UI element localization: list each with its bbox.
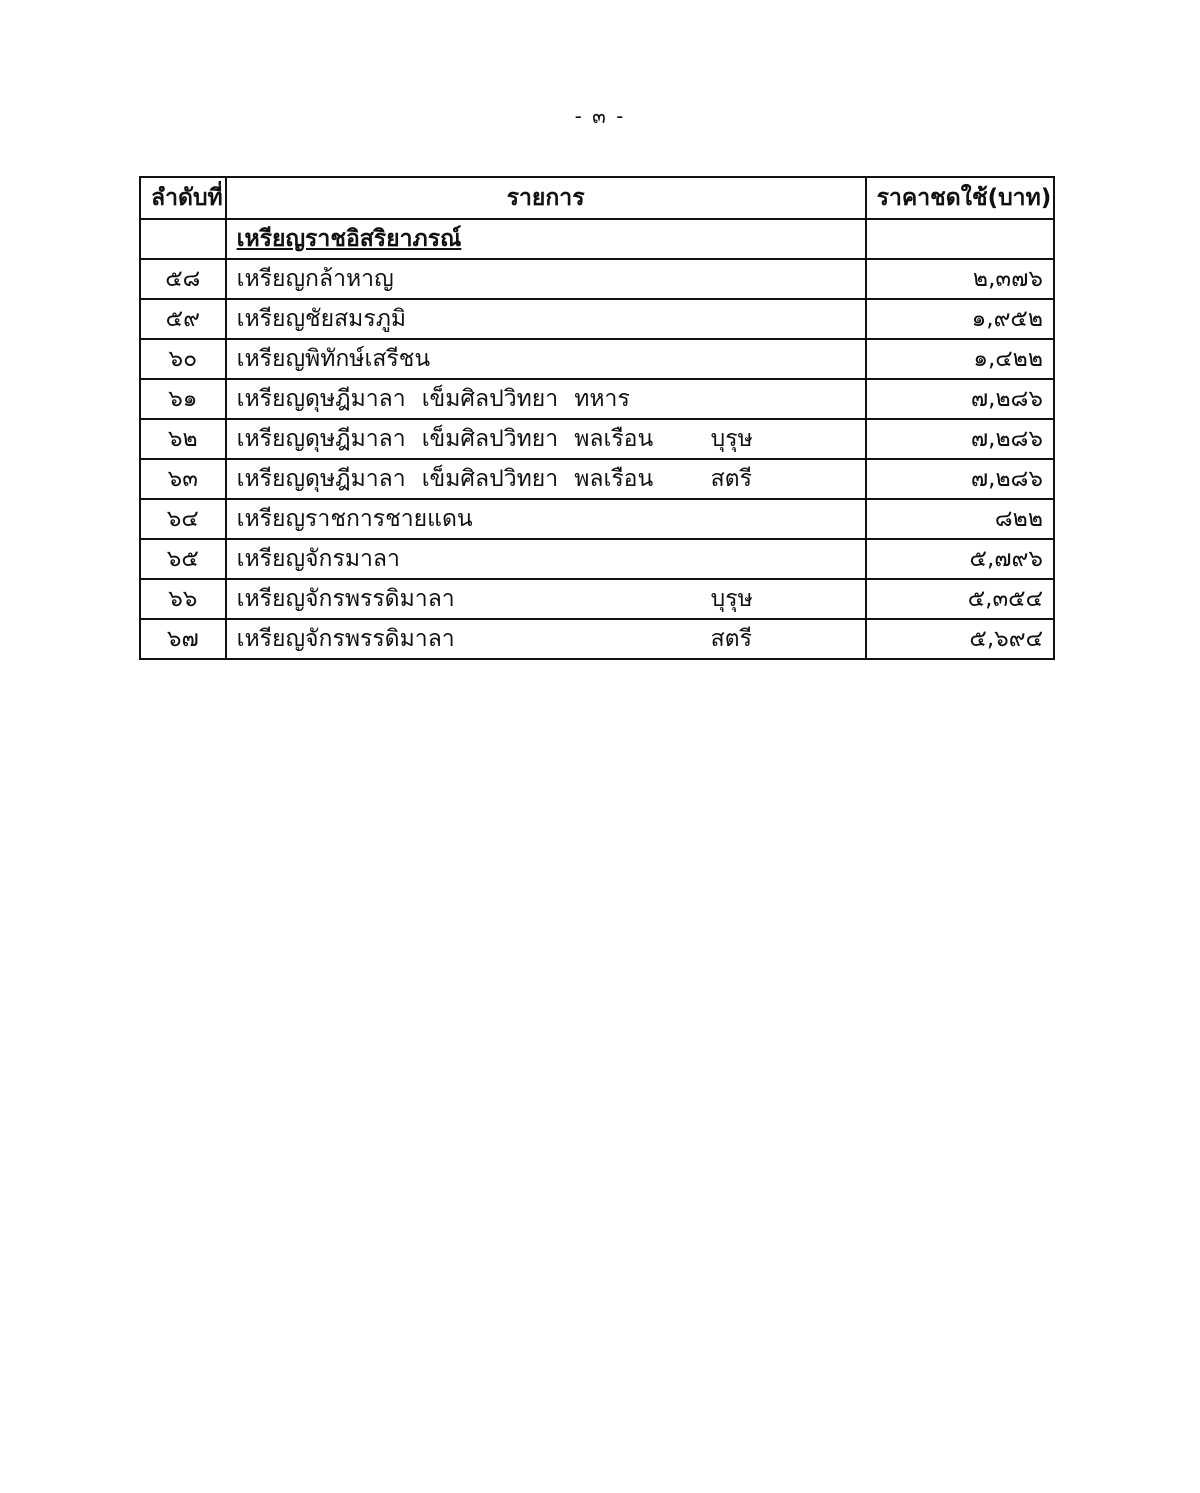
row-item xyxy=(226,339,866,379)
item-name: เหรียญพิทักษ์เสรีชน xyxy=(236,346,431,372)
row-price: ๑,๔๒๒ xyxy=(866,339,1054,379)
row-price: ๑,๙๕๒ xyxy=(866,299,1054,339)
header-price: ราคาชดใช้(บาท) xyxy=(866,177,1054,219)
row-item xyxy=(226,499,866,539)
item-type: ทหาร xyxy=(574,386,630,412)
item-gender: บุรุษ xyxy=(710,426,753,452)
item-name: เหรียญชัยสมรภูมิ xyxy=(236,306,407,332)
item-gender: บุรุษ xyxy=(710,586,753,612)
table-body xyxy=(140,219,1054,659)
section-no-cell xyxy=(140,219,226,259)
row-item xyxy=(226,579,866,619)
table-row xyxy=(140,539,1054,579)
row-price: ๗,๒๘๖ xyxy=(866,379,1054,419)
table-row xyxy=(140,339,1054,379)
table-row xyxy=(140,259,1054,299)
row-number: ๖๐ xyxy=(140,339,226,379)
row-price: ๕,๓๕๔ xyxy=(866,579,1054,619)
row-number: ๕๙ xyxy=(140,299,226,339)
row-item xyxy=(226,619,866,659)
item-name: เหรียญดุษฎีมาลา xyxy=(236,466,406,492)
row-item xyxy=(226,539,866,579)
header-no: ลำดับที่ xyxy=(140,177,226,219)
row-item xyxy=(226,259,866,299)
item-gender: สตรี xyxy=(710,466,752,492)
row-item xyxy=(226,299,866,339)
item-type: พลเรือน xyxy=(574,466,654,492)
row-number: ๖๖ xyxy=(140,579,226,619)
page-number: - ๓ - xyxy=(574,104,626,128)
row-number: ๖๒ xyxy=(140,419,226,459)
table-row xyxy=(140,379,1054,419)
item-name: เหรียญจักรมาลา xyxy=(236,546,400,572)
header-item: รายการ xyxy=(226,177,866,219)
table-row xyxy=(140,299,1054,339)
price-table xyxy=(139,176,1055,660)
row-number: ๖๑ xyxy=(140,379,226,419)
table-row xyxy=(140,419,1054,459)
row-price: ๘๒๒ xyxy=(866,499,1054,539)
table-header-row xyxy=(140,177,1054,219)
table-row xyxy=(140,459,1054,499)
row-price: ๗,๒๘๖ xyxy=(866,419,1054,459)
row-item xyxy=(226,379,866,419)
item-name: เหรียญราชการชายแดน xyxy=(236,506,473,532)
row-item xyxy=(226,459,866,499)
table-row xyxy=(140,619,1054,659)
row-item xyxy=(226,419,866,459)
item-subname: เข็มศิลปวิทยา xyxy=(421,386,559,412)
table-row xyxy=(140,499,1054,539)
item-name: เหรียญดุษฎีมาลา xyxy=(236,426,406,452)
section-price-cell xyxy=(866,219,1054,259)
item-gender: สตรี xyxy=(710,626,752,652)
row-price: ๗,๒๘๖ xyxy=(866,459,1054,499)
section-title-cell xyxy=(226,219,866,259)
item-subname: เข็มศิลปวิทยา xyxy=(421,426,559,452)
row-number: ๕๘ xyxy=(140,259,226,299)
item-name: เหรียญจักรพรรดิมาลา xyxy=(236,586,455,612)
section-row xyxy=(140,219,1054,259)
row-number: ๖๓ xyxy=(140,459,226,499)
table-row xyxy=(140,579,1054,619)
item-name: เหรียญกล้าหาญ xyxy=(236,266,394,292)
row-number: ๖๕ xyxy=(140,539,226,579)
row-number: ๖๗ xyxy=(140,619,226,659)
row-price: ๒,๓๗๖ xyxy=(866,259,1054,299)
row-price: ๕,๗๙๖ xyxy=(866,539,1054,579)
item-name: เหรียญจักรพรรดิมาลา xyxy=(236,626,455,652)
row-number: ๖๔ xyxy=(140,499,226,539)
row-price: ๕,๖๙๔ xyxy=(866,619,1054,659)
section-title: เหรียญราชอิสริยาภรณ์ xyxy=(236,226,462,252)
item-name: เหรียญดุษฎีมาลา xyxy=(236,386,406,412)
item-type: พลเรือน xyxy=(574,426,654,452)
item-subname: เข็มศิลปวิทยา xyxy=(421,466,559,492)
